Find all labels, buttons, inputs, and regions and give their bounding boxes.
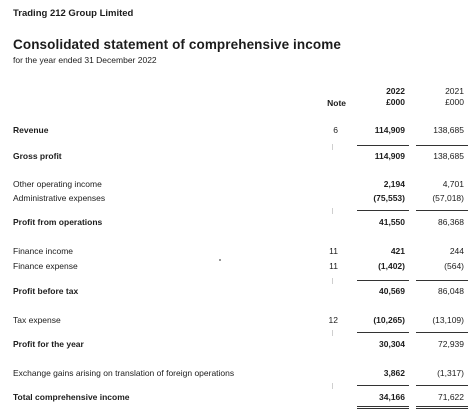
subtotal-rule [357,280,409,281]
row-value-2022: 3,862 [383,368,405,378]
column-header-2021 [414,86,464,108]
column-tick [332,383,333,389]
row-administrative-expenses [0,192,474,204]
column-header-2022-unit: £000 [386,97,405,107]
row-value-2021: 86,368 [438,217,464,227]
row-value-2022: 30,304 [379,339,405,349]
row-value-2021: 71,622 [438,392,464,402]
column-tick [332,278,333,284]
subtotal-rule [357,210,409,211]
statement-title: Consolidated statement of comprehensive income [13,37,341,52]
subtotal-rule [357,145,409,146]
row-label: Finance income [13,246,74,256]
row-value-2021: (13,109) [432,315,464,325]
row-value-2022: 114,909 [374,151,405,161]
row-value-2021: 72,939 [438,339,464,349]
subtotal-rule [416,280,468,281]
row-finance-expense [0,260,474,272]
subtotal-rule [357,332,409,333]
row-value-2022: 34,166 [379,392,405,402]
column-tick [332,330,333,336]
row-total-comprehensive-income [0,391,474,403]
row-value-2021: (1,317) [437,368,464,378]
row-value-2022: (75,553) [373,193,405,203]
row-value-2021: 138,685 [433,125,464,135]
row-value-2022: 2,194 [383,179,405,189]
row-label: Profit before tax [13,286,79,296]
row-tax-expense [0,314,474,326]
subtotal-rule [416,332,468,333]
row-gross-profit [0,150,474,162]
row-value-2022: 114,909 [374,125,405,135]
row-profit-from-operations [0,216,474,228]
column-tick [332,208,333,214]
row-value-2021: (57,018) [432,193,464,203]
row-profit-for-the-year [0,338,474,350]
row-note: 11 [329,246,338,256]
row-exchange-gains [0,367,474,379]
row-note: 6 [333,125,338,135]
row-label: Total comprehensive income [13,392,130,402]
row-value-2021: 244 [449,246,464,256]
row-note: 12 [328,315,338,325]
company-name: Trading 212 Group Limited [13,8,134,19]
row-label: Profit from operations [13,217,103,227]
row-value-2021: 4,701 [442,179,464,189]
statement-period: for the year ended 31 December 2022 [13,55,157,65]
row-value-2021: 138,685 [433,151,464,161]
column-header-2022-year: 2022 [386,86,405,96]
row-label: Administrative expenses [13,193,106,203]
row-label: Finance expense [13,261,78,271]
column-header-2022 [355,86,405,108]
row-value-2022: (1,402) [378,261,405,271]
row-value-2022: 41,550 [379,217,405,227]
subtotal-rule [357,385,409,386]
subtotal-rule [416,145,468,146]
row-finance-income [0,245,474,257]
subtotal-rule [416,385,468,386]
column-header-2021-unit: £000 [445,97,464,107]
row-profit-before-tax [0,285,474,297]
row-value-2022: (10,265) [373,315,405,325]
row-label: Exchange gains arising on translation of foreign operations [13,368,235,378]
row-label: Tax expense [13,315,61,325]
row-label: Gross profit [13,151,62,161]
row-note: 11 [329,261,338,271]
row-value-2022: 421 [390,246,405,256]
row-other-operating-income [0,178,474,190]
row-label: Other operating income [13,179,102,189]
subtotal-rule [416,210,468,211]
row-label: Profit for the year [13,339,84,349]
row-revenue [0,124,474,136]
row-value-2021: 86,048 [438,286,464,296]
total-double-rule [357,406,409,409]
column-header-2021-year: 2021 [445,86,464,96]
total-double-rule [416,406,468,409]
column-header-note: Note [327,98,346,108]
row-label: Revenue [13,125,49,135]
row-value-2022: 40,569 [379,286,405,296]
row-value-2021: (564) [444,261,464,271]
